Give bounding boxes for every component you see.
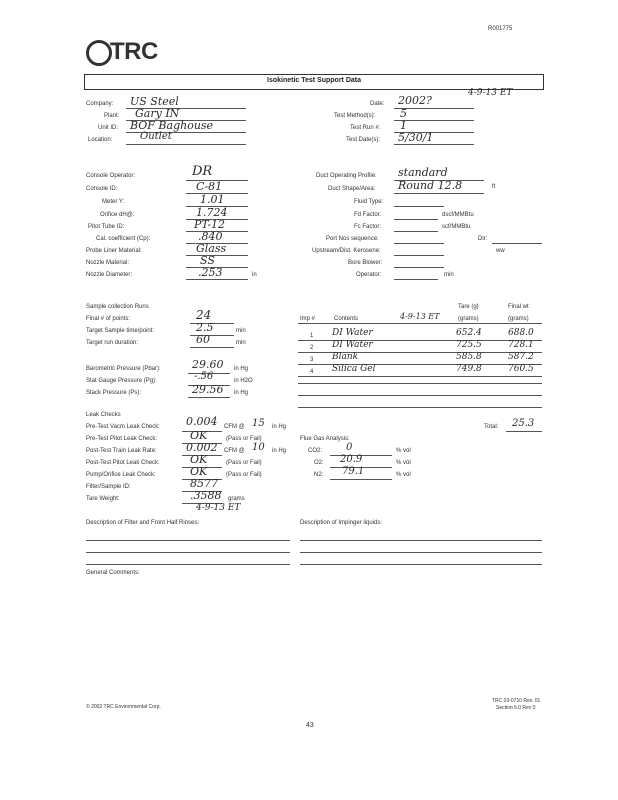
test-run-label: Test Run #: (350, 125, 381, 131)
cal-coeff-value: .840 (198, 230, 223, 243)
imp-row-line (298, 376, 542, 377)
o2-unit: % vol (396, 460, 411, 466)
pump-value: OK (190, 465, 208, 478)
test-run-value: 1 (400, 119, 407, 132)
page-reference: R001775 (488, 26, 513, 32)
upstream-line (394, 255, 444, 256)
impinger-annotation: 4-9-13 ET (400, 312, 440, 321)
date-label: Date: (370, 101, 385, 107)
n2-value: 79.1 (342, 466, 365, 477)
imp-row-number: 1 (310, 333, 314, 339)
target-sample-value: 2.5 (196, 321, 214, 334)
static-pressure-value: -.56 (194, 371, 214, 382)
fd-factor-unit: dscf/MMBtu (442, 212, 474, 218)
nozzle-material-value: SS (200, 254, 215, 267)
co2-unit: % vol (396, 448, 411, 454)
imp-header-final-sub: (grams) (508, 316, 529, 322)
duct-shape-value: Round 12.8 (398, 179, 463, 192)
pitot-tube-value: PT-12 (194, 218, 226, 231)
imp-blank-line-3 (298, 407, 542, 408)
duct-profile-label: Duct Operating Profile: (316, 173, 377, 179)
duct-shape-unit: ft (492, 184, 496, 190)
form-title: Isokinetic Test Support Data (267, 77, 361, 84)
imp-total-label: Total: (484, 424, 499, 430)
test-date-label: Test Date(s): (346, 137, 381, 143)
imp-row-tare: 725.5 (456, 340, 482, 350)
logo-ring-icon (86, 40, 112, 66)
console-operator-label: Console Operator: (86, 173, 136, 179)
pre-pitot-label: Pre-Test Pitot Leak Check: (86, 436, 158, 442)
imp-row-tare: 749.8 (456, 364, 482, 374)
post-train-vac: 10 (252, 442, 265, 453)
imp-row-number: 3 (310, 357, 314, 363)
imp-row-number: 4 (310, 369, 314, 375)
pre-test-cfm: CFM @ (224, 424, 245, 430)
dir-line (492, 243, 542, 244)
port-nos-line (394, 243, 444, 244)
imp-row-tare: 585.8 (456, 352, 482, 362)
post-pitot-value: OK (190, 453, 208, 466)
fc-factor-unit: scf/MMBtu (442, 224, 471, 230)
barometric-unit: in Hg (234, 366, 249, 372)
fluid-type-label: Fluid Type: (354, 199, 384, 205)
barometric-value: 29.60 (192, 358, 224, 371)
pre-pitot-value: OK (190, 429, 208, 442)
imp-row-final: 760.5 (508, 364, 534, 374)
console-operator-value: DR (192, 164, 213, 179)
nozzle-diameter-unit: in (252, 272, 257, 278)
imp-row-contents: DI Water (332, 340, 373, 350)
cal-coeff-label: Cal. coefficient (Cp): (96, 236, 151, 242)
final-points-value: 24 (196, 308, 212, 322)
probe-liner-value: Glass (196, 242, 227, 255)
nozzle-diameter-value: .253 (198, 266, 223, 279)
pre-pitot-opts: (Pass or Fail) (226, 436, 262, 442)
fd-factor-label: Fd Factor: (354, 212, 382, 218)
orifice-label: Orifice dH@: (100, 212, 135, 218)
unit-value: BOF Baghouse (130, 119, 214, 132)
filter-rinse-label: Description of Filter and Front Half Rinses: (86, 520, 200, 526)
imp-row-number: 2 (310, 345, 314, 351)
n2-label: N2: (314, 472, 324, 478)
port-nos-label: Port Nos sequence: (326, 236, 379, 242)
imp-row-tare: 652.4 (456, 328, 482, 338)
unit-label: Unit ID: (98, 125, 119, 131)
imp-row-contents: Silica Gel (332, 364, 376, 374)
desc-left-line-2 (86, 552, 290, 553)
o2-value: 20.9 (340, 454, 363, 465)
probe-liner-label: Probe Liner Material: (86, 248, 142, 254)
nozzle-diameter-label: Nozzle Diameter: (86, 272, 133, 278)
barometric-label: Barometric Pressure (Pbar): (86, 366, 161, 372)
desc-left-line-3 (86, 564, 290, 565)
o2-label: O2: (314, 460, 324, 466)
console-id-label: Console ID: (86, 186, 118, 192)
footer-copyright: © 2002 TRC Environmental Corp. (86, 704, 161, 710)
post-pitot-opts: (Pass or Fail) (226, 460, 262, 466)
imp-header-tare-sub: (grams) (458, 316, 479, 322)
desc-right-line-2 (300, 552, 542, 553)
target-run-unit: min (236, 340, 246, 346)
location-line (126, 144, 246, 145)
probe-liner-line (186, 255, 248, 256)
company-value: US Steel (130, 95, 179, 108)
meter-label: Meter Y: (102, 199, 125, 205)
flue-gas-label: Flue Gas Analysis: (300, 436, 350, 442)
tare-weight-label: Tare Weight: (86, 496, 120, 502)
pitot-tube-label: Pitot Tube ID: (88, 224, 125, 230)
target-run-value: 60 (196, 333, 210, 346)
test-method-value: 5 (400, 107, 407, 120)
pump-label: Pump/Orifice Leak Check: (86, 472, 156, 478)
tare-annotation: 4-9-13 ET (196, 503, 241, 513)
location-value: Outlet (140, 131, 172, 142)
tare-weight-unit: grams (228, 496, 245, 502)
filter-id-label: Filter/Sample ID: (86, 484, 131, 490)
nozzle-diameter-line (186, 279, 248, 280)
static-pressure-label: Stat Gauge Pressure (Pg): (86, 378, 157, 384)
imp-header-final: Final wt (508, 304, 529, 310)
imp-row-final: 587.2 (508, 352, 534, 362)
duct-profile-value: standard (398, 166, 448, 179)
footer-form-section: Section 5.0 Rev 0 (496, 705, 536, 711)
pump-opts: (Pass or Fail) (226, 472, 262, 478)
stack-pressure-unit: in Hg (234, 390, 249, 396)
post-train-cfm: CFM @ (224, 448, 245, 454)
post-pitot-label: Post-Test Pitot Leak Check: (86, 460, 160, 466)
trc-logo (86, 38, 196, 68)
fc-factor-label: Fc Factor: (354, 224, 382, 230)
date-annotation: 4-9-13 ET (468, 88, 513, 98)
operator-label: Operator: (356, 272, 382, 278)
bore-blower-line (394, 267, 444, 268)
co2-value: 0 (346, 442, 353, 453)
imp-blank-line-1 (298, 383, 542, 384)
logo-text: TRC (110, 38, 158, 65)
desc-left-line-1 (86, 540, 290, 541)
final-points-label: Final # of points: (86, 316, 131, 322)
impinger-liquid-label: Description of Impinger liquids: (300, 520, 383, 526)
comments-label: General Comments: (86, 570, 140, 576)
pre-test-vac-value: 0.004 (186, 415, 218, 428)
imp-row-contents: Blank (332, 352, 359, 362)
plant-label: Plant: (104, 113, 120, 119)
bore-blower-label: Bore Blower: (348, 260, 383, 266)
duct-shape-label: Duct Shape/Area: (328, 186, 376, 192)
target-run-line (190, 347, 234, 348)
imp-row-final: 688.0 (508, 328, 534, 338)
imp-header-contents: Contents (334, 316, 359, 322)
imp-header-line (298, 323, 542, 324)
filter-id-value: 8577 (190, 477, 218, 490)
dir-label: Dir: (478, 236, 488, 242)
post-train-label: Post-Test Train Leak Rate: (86, 448, 157, 454)
console-id-value: C-81 (196, 180, 223, 193)
target-run-label: Target run duration: (86, 340, 139, 346)
date-value: 2002? (398, 94, 432, 107)
imp-total-value: 25.3 (512, 418, 535, 429)
stack-pressure-value: 29.56 (192, 383, 224, 396)
imp-header-imp: Imp # (300, 316, 316, 322)
desc-right-line-3 (300, 564, 542, 565)
plant-value: Gary IN (135, 107, 180, 120)
imp-row-contents: DI Water (332, 328, 373, 338)
target-sample-label: Target Sample time/point: (86, 328, 155, 334)
company-label: Company: (86, 101, 114, 107)
ww-label: ww (496, 248, 505, 254)
location-label: Location: (88, 137, 113, 143)
n2-line (330, 479, 392, 480)
upstream-label: Upstream/Dist. Kerosene: (312, 248, 381, 254)
stack-pressure-label: Stack Pressure (Ps): (86, 390, 142, 396)
sample-section-label: Sample collection Runs (86, 304, 149, 310)
imp-header-tare: Tare (g) (458, 304, 479, 310)
test-method-label: Test Method(s): (334, 113, 376, 119)
desc-right-line-1 (300, 540, 542, 541)
test-date-line (394, 144, 474, 145)
leak-section-label: Leak Checks (86, 412, 121, 418)
operator-line (394, 279, 438, 280)
fd-factor-line (394, 219, 438, 220)
fc-factor-line (394, 231, 438, 232)
tare-weight-value: .3588 (190, 489, 222, 502)
imp-blank-line-2 (298, 395, 542, 396)
target-sample-unit: min (236, 328, 246, 334)
footer-form-id: TRC 03-0710 Rev. 01 (492, 698, 541, 704)
operator-unit: min (444, 272, 454, 278)
duct-shape-line (394, 193, 484, 194)
pre-test-unit: in Hg (272, 424, 287, 430)
imp-row-final: 728.1 (508, 340, 534, 350)
pre-test-vac-inhg: 15 (252, 418, 265, 429)
orifice-value: 1.724 (196, 206, 228, 219)
fluid-type-line (394, 206, 444, 207)
co2-label: CO2: (308, 448, 323, 454)
nozzle-material-label: Nozzle Material: (86, 260, 130, 266)
test-date-value: 5/30/1 (398, 131, 434, 144)
imp-total-line (506, 431, 542, 432)
stack-pressure-line (188, 397, 230, 398)
pre-test-vac-label: Pre-Test Vacm Leak Check: (86, 424, 160, 430)
static-pressure-unit: in H2O (234, 378, 253, 384)
post-train-value: 0.002 (186, 441, 218, 454)
n2-unit: % vol (396, 472, 411, 478)
footer-page-number: 43 (306, 722, 314, 729)
meter-value: 1.01 (200, 193, 225, 206)
post-train-unit: in Hg (272, 448, 287, 454)
